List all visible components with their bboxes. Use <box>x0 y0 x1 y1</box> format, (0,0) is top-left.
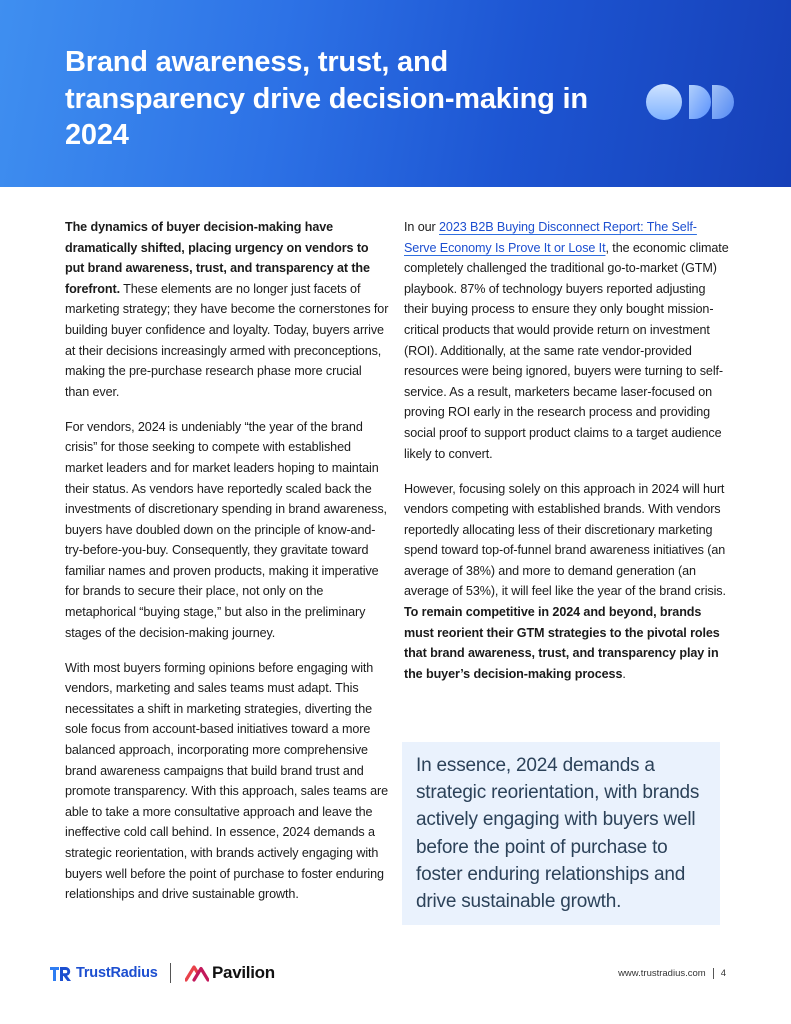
page-number: 4 <box>720 968 726 979</box>
intro-text: These elements are no longer just facets of marketing strategy; they have become the cornerstones for building buyer confidence and loyalty. Today, buyers arrive at their decisions increasingly armed with preconceptions, making the pre-purchase research phase more crucial than ever. <box>65 281 389 399</box>
brand-divider <box>170 963 171 983</box>
competition-period: . <box>622 666 626 681</box>
intro-bold-text: The dynamics of buyer decision-making have dramatically shifted, placing urgency on vendors to put brand awareness, trust, and transparency at the forefront. <box>65 220 370 296</box>
pavilion-name: Pavilion <box>212 963 275 982</box>
footer-meta <box>618 968 726 979</box>
left-column <box>65 217 389 919</box>
pull-quote-text: In essence, 2024 demands a strategic reorientation, with brands actively engaging with buyers well before the point of purchase to foster enduring relationships and drive sustainable growth. <box>416 755 700 913</box>
report-intro-text: In our <box>404 220 440 234</box>
intro-paragraph <box>65 217 389 402</box>
brand-crisis-paragraph: For vendors, 2024 is undeniably “the year of the brand crisis” for those seeking to compete with established market leaders and for market leaders hoping to maintain their status. As vendors have reportedly scaled back the investments of discretionary spending in brand awareness, buyers have doubled down on the principle of know-and-try-before-you-buy. Consequently, they gravitate toward familiar names and proven products, making it imperative for brands to secure their place, not only on the metaphorical “buying stage,” but also in the preliminary stages of the decision-making journey. <box>65 419 387 640</box>
right-column <box>404 217 729 699</box>
trustradius-name: TrustRadius <box>76 965 158 981</box>
report-body-text: , the economic climate completely challenged the traditional go-to-market (GTM) playbook. 87% of technology buyers reported adjusting their buying process to ensure they only bought mission-critical products that would provide return on investment (ROI). Additionally, at the same rate vendor-provided resources were being ignored, buyers were turning to self-service. As a result, marketers became laser-focused on proving ROI early in the research process and providing social proof to support product claims to a target audience likely to convert. <box>404 240 729 461</box>
report-link-text[interactable]: 2023 B2B Buying Disconnect Report: The Self-Serve Economy Is Prove It or Lose It <box>404 220 697 255</box>
page-title: Brand awareness, trust, and transparency drive decision-making in 2024 <box>65 46 588 151</box>
trustradius-logo-icon <box>49 963 73 983</box>
report-paragraph <box>404 217 729 464</box>
competition-text: However, focusing solely on this approach in 2024 will hurt vendors competing with established brands. With vendors reportedly allocating less of their discretionary marketing spend toward top-of-funnel brand awareness initiatives (an average of 38%) and more to demand generation (an average of 53%), it will feel like the year of the brand crisis. <box>404 481 726 599</box>
competition-bold-text: To remain competitive in 2024 and beyond, brands must reorient their GTM strategies to the pivotal roles that brand awareness, trust, and transparency play in the buyer’s decision-making process <box>404 605 720 681</box>
footer-url[interactable]: www.trustradius.com <box>618 968 706 979</box>
adaptation-paragraph: With most buyers forming opinions before engaging with vendors, marketing and sales teams must adapt. This necessitates a shift in marketing strategies, diverting the sole focus from account-based initiatives toward a more balanced approach, incorporating more comprehensive brand awareness campaigns that build brand trust and promote transparency. With this approach, sales teams are able to take a more consultative approach and leave the ineffective cold call behind. In essence, 2024 demands a strategic reorientation, with brands actively engaging with buyers well before the point of purchase to foster enduring relationships and drive sustainable growth. <box>65 660 389 902</box>
header-banner <box>0 0 791 187</box>
trustradius-logo <box>49 962 158 984</box>
footer-divider <box>713 968 714 979</box>
opp-logo-icon <box>644 82 734 122</box>
page-footer <box>0 955 791 995</box>
pull-quote-box <box>402 742 720 925</box>
pavilion-logo <box>185 961 275 985</box>
pavilion-logo-icon <box>185 964 209 982</box>
competition-paragraph <box>404 479 729 685</box>
